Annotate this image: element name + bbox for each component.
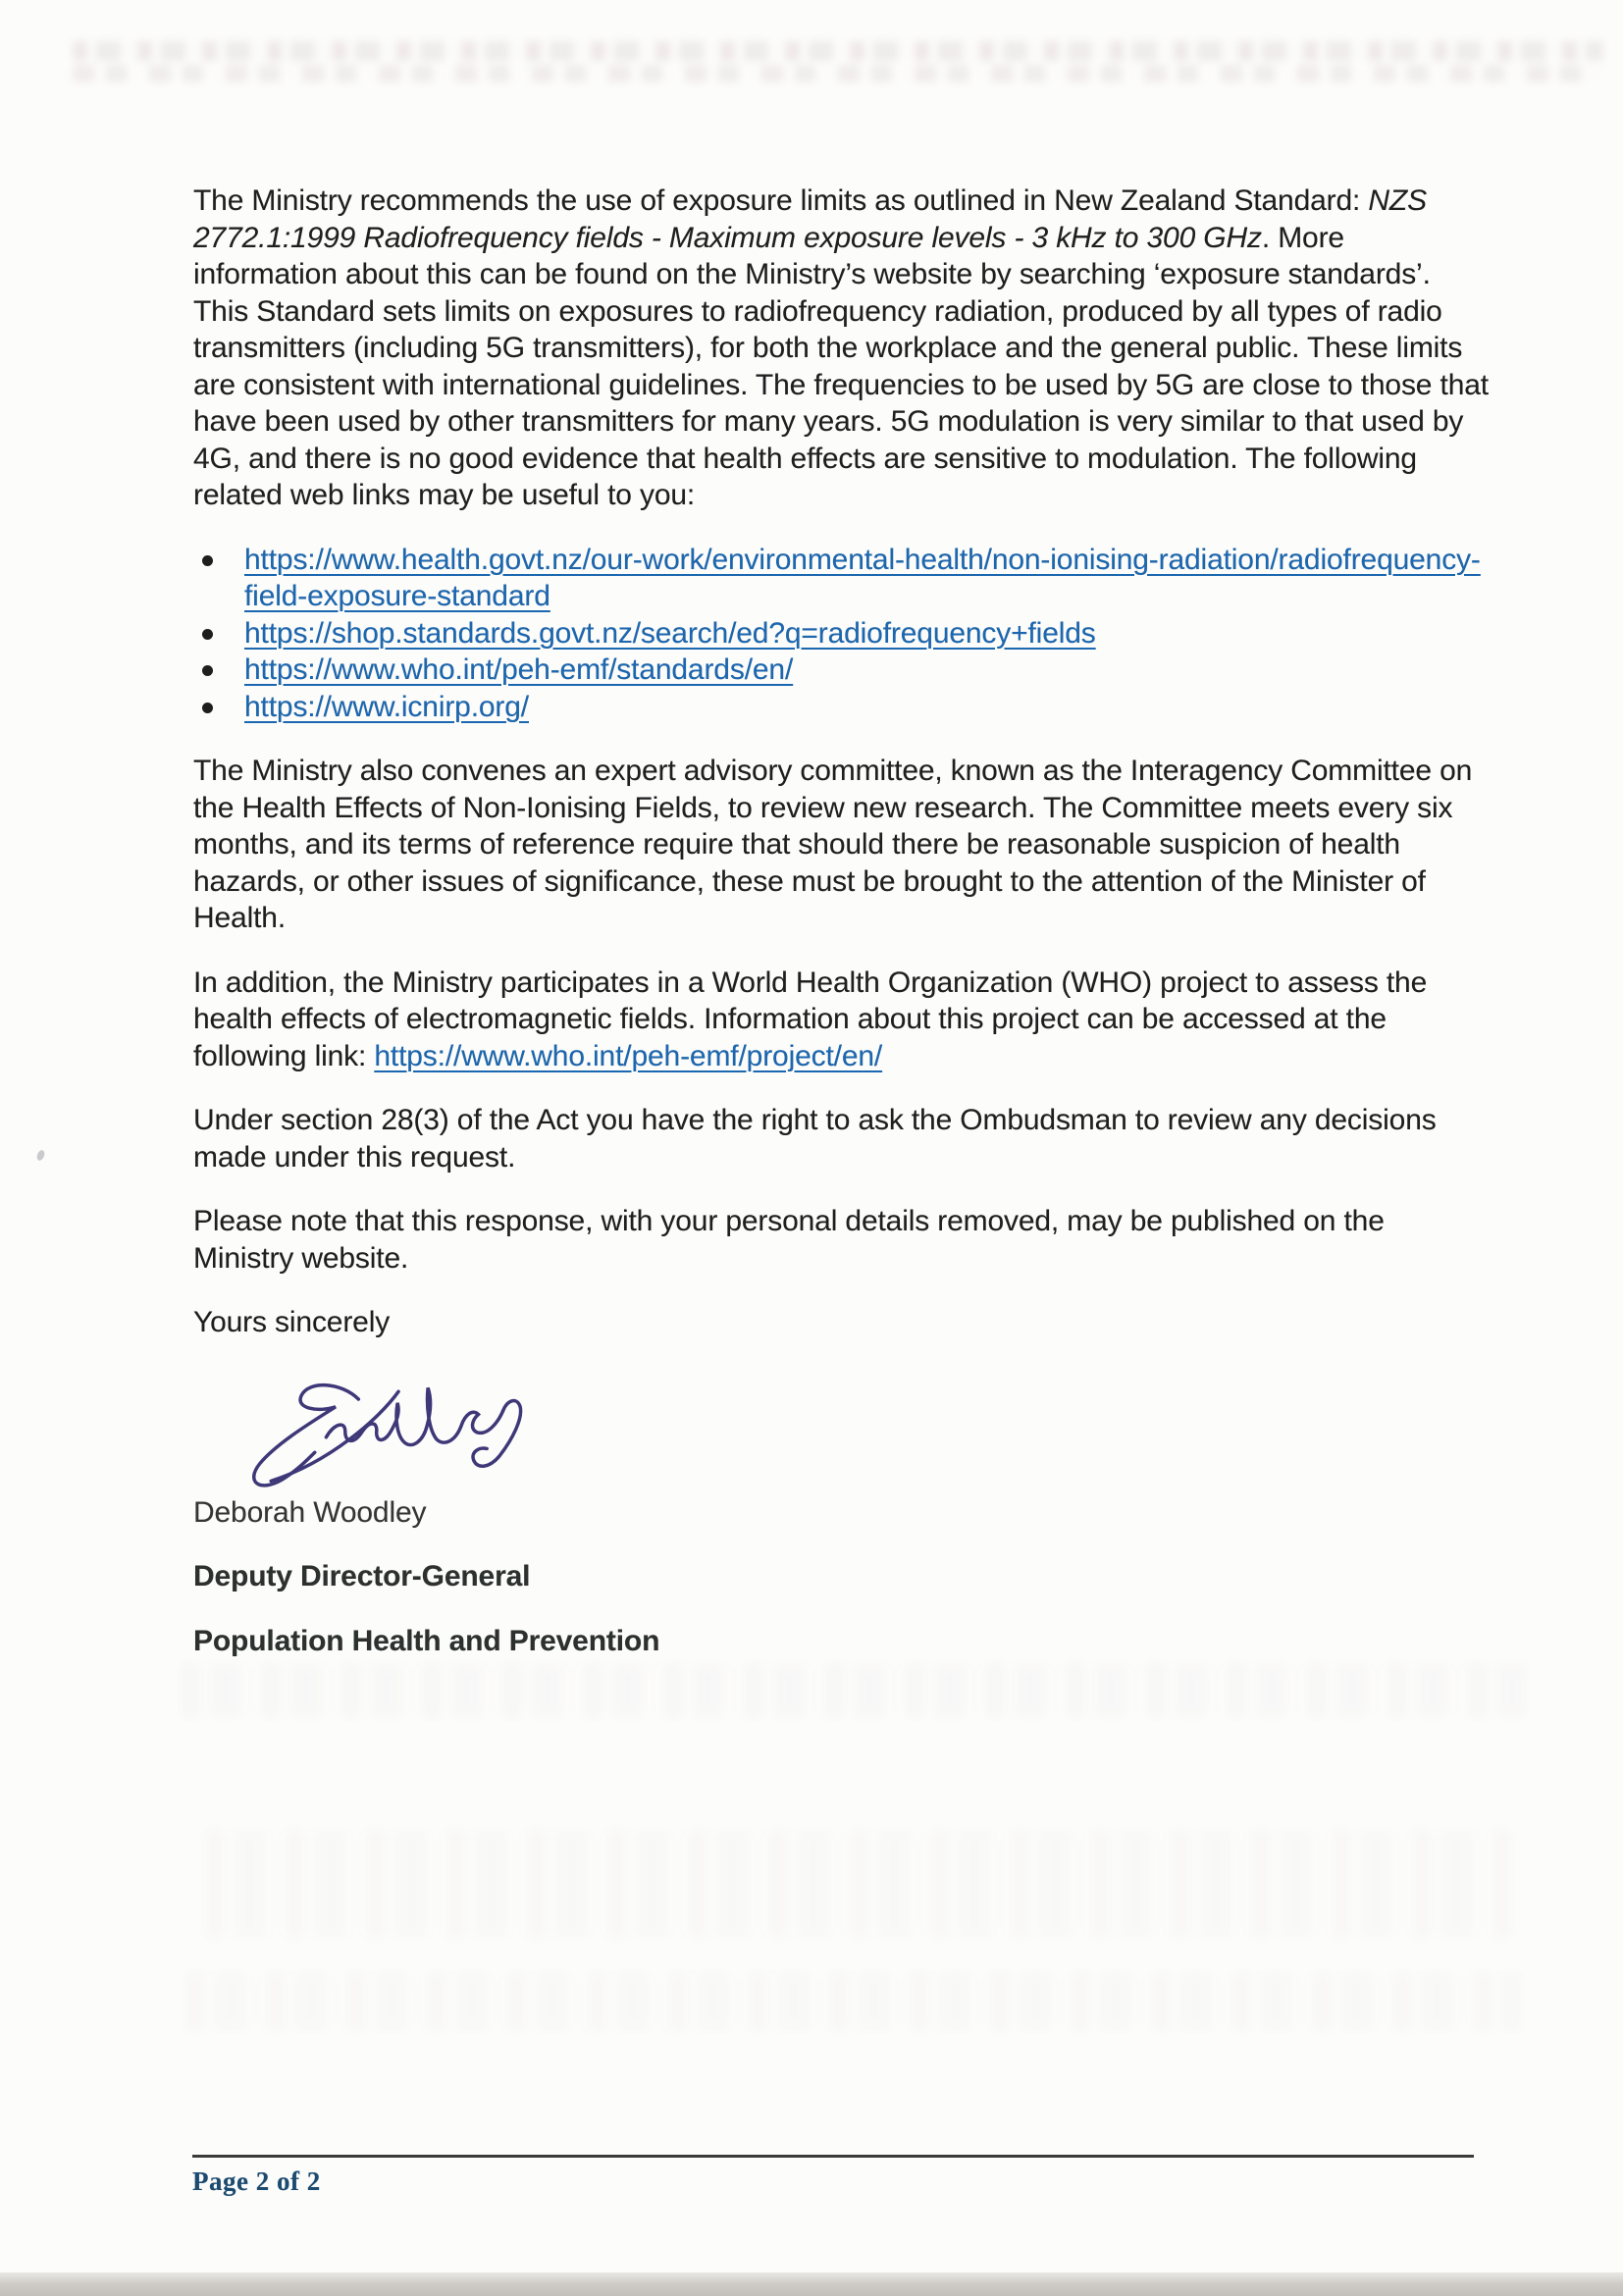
list-item xyxy=(193,615,1489,652)
bullet-link[interactable]: https://shop.standards.govt.nz/search/ed?q=radiofrequency+fields xyxy=(244,616,1096,650)
letter-body xyxy=(193,183,1489,1687)
scan-bleed-artifact-top xyxy=(73,37,1603,86)
bullet-link[interactable]: https://www.icnirp.org/ xyxy=(244,690,529,723)
inline-link[interactable]: https://www.who.int/peh-emf/project/en/ xyxy=(374,1039,883,1072)
paragraph-who-project: In addition, the Ministry participates in a World Health Organization (WHO) project to assess the health effects of electromagnetic fields. Information about this project can be accessed at the following link: https://www.who.int/peh-emf/project/en/ xyxy=(193,965,1428,1072)
list-item xyxy=(193,689,1489,726)
scan-speck-artifact xyxy=(35,1149,46,1162)
signatory-department: Population Health and Prevention xyxy=(193,1624,660,1657)
paragraph-ombudsman: Under section 28(3) of the Act you have the right to ask the Ombudsman to review any decisions made under this request. xyxy=(193,1104,1437,1174)
page-number: Page 2 of 2 xyxy=(192,2166,321,2196)
handwritten-signature xyxy=(236,1369,564,1492)
scan-bleed-artifact xyxy=(186,1972,1521,2031)
signatory-title: Deputy Director-General xyxy=(193,1560,531,1592)
paragraph-advisory-committee: The Ministry also convenes an expert advisory committee, known as the Interagency Committee on the Health Effects of Non-Ionising Fields, to review new research. The Committee meets every six months, and its terms of reference require that should there be reasonable suspicion of health hazards, or other issues of significance, these must be brought to the attention of the Minister of Health. xyxy=(193,755,1473,934)
signatory-name: Deborah Woodley xyxy=(193,1495,427,1529)
paragraph-publication-note: Please note that this response, with your personal details removed, may be published on the Ministry website. xyxy=(193,1205,1385,1275)
related-links-list xyxy=(193,542,1489,726)
scan-edge-artifact xyxy=(0,2272,1623,2296)
list-item xyxy=(193,652,1489,689)
scan-bleed-artifact xyxy=(206,1830,1521,1938)
paragraph-exposure-standards: The Ministry recommends the use of exposure limits as outlined in New Zealand Standard: NZS 2772.1:1999 Radiofrequency fields - Maximum exposure levels - 3 kHz to 300 GHz. More information about this can be found on the Ministry’s website by searching ‘exposure standards’. This Standard sets limits on exposures to radiofrequency radiation, produced by all types of radio transmitters (including 5G transmitters), for both the workplace and the general public. These limits are consistent with international guidelines. The frequencies to be used by 5G are close to those that have been used by other transmitters for many years. 5G modulation is very similar to that used by 4G, and there is no good evidence that health effects are sensitive to modulation. The following related web links may be useful to you: xyxy=(193,184,1489,511)
list-item xyxy=(193,542,1489,615)
closing-salutation: Yours sincerely xyxy=(193,1306,391,1338)
footer-divider xyxy=(192,2155,1474,2158)
bullet-link[interactable]: https://www.health.govt.nz/our-work/environmental-health/non-ionising-radiation/radiofrequency-field-exposure-standard xyxy=(244,543,1481,612)
scan-bleed-artifact xyxy=(182,1663,1526,1717)
bullet-link[interactable]: https://www.who.int/peh-emf/standards/en/ xyxy=(244,653,794,686)
